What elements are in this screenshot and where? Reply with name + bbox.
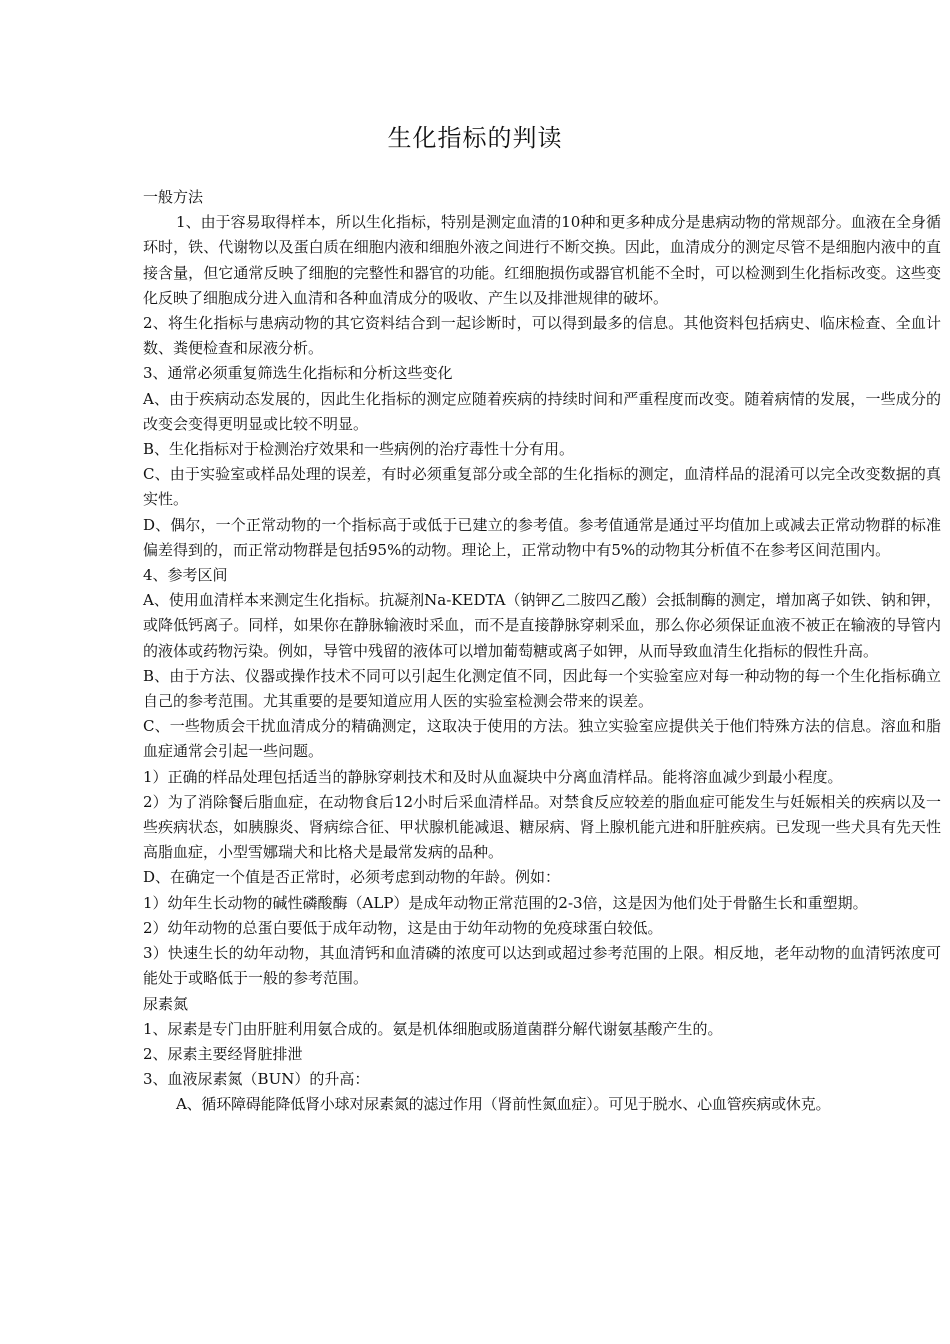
paragraph: 3、通常必须重复筛选生化指标和分析这些变化 [143,364,453,383]
paragraph: D、偶尔，一个正常动物的一个指标高于或低于已建立的参考值。参考值通常是通过平均值加上或减去正常动物群的标准偏差得到的，而正常动物群是包括95%的动物。理论上，正常动物中有5%的动物其分析值不在参考区间范围内。 [143,515,941,559]
document-body [143,185,941,1118]
paragraph: A、由于疾病动态发展的，因此生化指标的测定应随着疾病的持续时间和严重程度而改变。随着病情的发展，一些成分的改变会变得更明显或比较不明显。 [143,389,941,433]
paragraph: 3、血液尿素氮（BUN）的升高： [143,1070,370,1089]
paragraph: 2、将生化指标与患病动物的其它资料结合到一起诊断时，可以得到最多的信息。其他资料包括病史、临床检查、全血计数、粪便检查和尿液分析。 [143,314,941,358]
paragraph: 2）为了消除餐后脂血症，在动物食后12小时后采血清样品。对禁食反应较差的脂血症可能发生与妊娠相关的疾病以及一些疾病状态，如胰腺炎、肾病综合征、甲状腺机能减退、糖尿病、肾上腺机能亢进和肝脏疾病。已发现一些犬具有先天性高脂血症，小型雪娜瑞犬和比格犬是最常发病的品种。 [143,792,941,862]
paragraph: 1、由于容易取得样本，所以生化指标，特别是测定血清的10种和更多种成分是患病动物的常规部分。血液在全身循环时，铁、代谢物以及蛋白质在细胞内液和细胞外液之间进行不断交换。因此，血清成分的测定尽管不是细胞内液中的直接含量，但它通常反映了细胞的完整性和器官的功能。红细胞损伤或器官机能不全时，可以检测到生化指标改变。这些变化反映了细胞成分进入血清和各种血清成分的吸收、产生以及排泄规律的破坏。 [143,213,941,307]
paragraph: 1）幼年生长动物的碱性磷酸酶（ALP）是成年动物正常范围的2-3倍，这是因为他们处于骨骼生长和重塑期。 [143,893,868,912]
paragraph: B、由于方法、仪器或操作技术不同可以引起生化测定值不同，因此每一个实验室应对每一种动物的每一个生化指标确立自己的参考范围。尤其重要的是要知道应用人医的实验室检测会带来的误差。 [143,666,941,711]
document-title: 生化指标的判读 [387,124,563,152]
paragraph: 2）幼年动物的总蛋白要低于成年动物，这是由于幼年动物的免疫球蛋白较低。 [143,918,663,937]
paragraph: 2、尿素主要经肾脏排泄 [143,1044,303,1063]
section-heading: 尿素氮 [143,994,189,1013]
paragraph: 4、参考区间 [143,566,228,585]
section-heading: 一般方法 [143,188,204,206]
paragraph: 1）正确的样品处理包括适当的静脉穿刺技术和及时从血凝块中分离血清样品。能将溶血减少到最小程度。 [143,767,843,786]
paragraph: A、使用血清样本来测定生化指标。抗凝剂Na-KEDTA（钠钾乙二胺四乙酸）会抵制酶的测定，增加离子如铁、钠和钾，或降低钙离子。同样，如果你在静脉输液时采血，而不是直接静脉穿刺采血，那么你必须保证血液不被正在输液的导管内的液体或药物污染。例如，导管中残留的液体可以增加葡萄糖或离子如钾，从而导致血清生化指标的假性升高。 [143,591,941,660]
paragraph: A、循环障碍能降低肾小球对尿素氮的滤过作用（肾前性氮血症）。可见于脱水、心血管疾病或休克。 [176,1095,831,1114]
paragraph: C、一些物质会干扰血清成分的精确测定，这取决于使用的方法。独立实验室应提供关于他们特殊方法的信息。溶血和脂血症通常会引起一些问题。 [143,717,941,761]
paragraph: 1、尿素是专门由肝脏利用氨合成的。氨是机体细胞或肠道菌群分解代谢氨基酸产生的。 [143,1019,723,1038]
paragraph: B、生化指标对于检测治疗效果和一些病例的治疗毒性十分有用。 [143,440,575,459]
paragraph: C、由于实验室或样品处理的误差，有时必须重复部分或全部的生化指标的测定，血清样品的混淆可以完全改变数据的真实性。 [143,465,941,509]
paragraph: 3）快速生长的幼年动物，其血清钙和血清磷的浓度可以达到或超过参考范围的上限。相反地，老年动物的血清钙浓度可能处于或略低于一般的参考范围。 [143,944,941,988]
paragraph: D、在确定一个值是否正常时，必须考虑到动物的年龄。例如： [143,868,561,887]
